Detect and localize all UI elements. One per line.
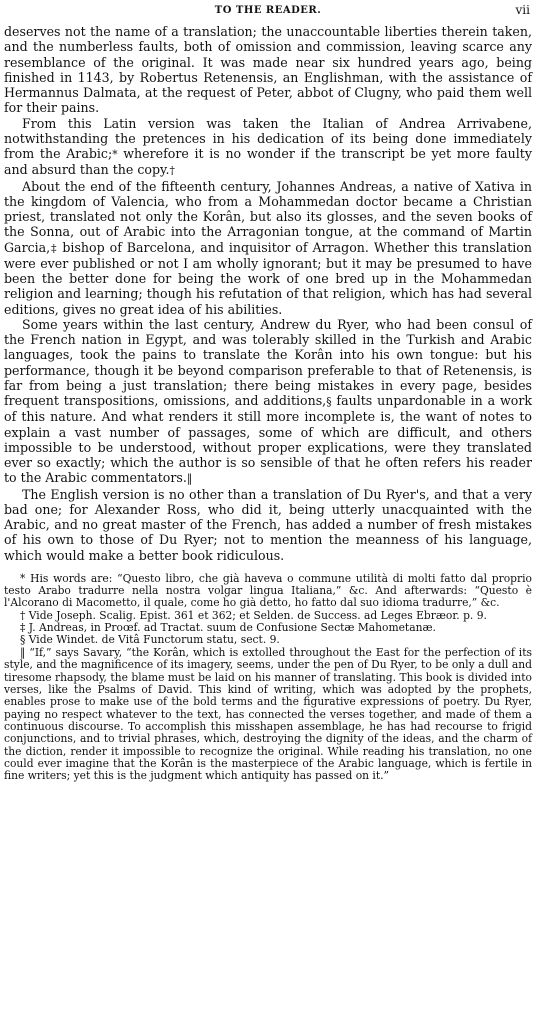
paragraph-johannes-andreas: [4, 179, 532, 317]
page-header: [4, 3, 532, 18]
body-text: [4, 24, 532, 563]
footnote-marker: †: [169, 164, 175, 178]
paragraph-english-version: [4, 487, 532, 563]
paragraph-italian-version: [4, 116, 532, 179]
footnote-marker: ‡: [50, 241, 58, 255]
footnote-marker: *: [112, 148, 118, 161]
paragraph-text: From this Latin version was taken the Italian of Andrea Arrivabene, notwithstanding the pretences in his dedication of its being done immediately from the Arabic;: [4, 115, 532, 161]
page-number: vii: [515, 3, 530, 17]
paragraph-text: About the end of the fifteenth century, Johannes Andreas, a native of Xativa in the kingdom of Valencia, who from a Mohammedan doctor became a Christian priest, translated not only the Korân, but also its glosses, and the seven books of the Sonna, out of Arabic into the Arragonian tongue, at the command of Martin Garcia,: [4, 178, 532, 255]
paragraph-text: wherefore it is no wonder if the transcript be yet more faulty and absurd than the copy.: [4, 146, 532, 178]
paragraph-du-ryer: [4, 317, 532, 487]
paragraph-text: deserves not the name of a translation; the unaccountable liberties therein taken, and the numberless faults, both of omission and commission, leaving scarce any resemblance of the original. It was made near six hundred years ago, being finished in 1143, by Robertus Retenensis, an Englishman, with the assistance of Hermannus Dalmata, at the request of Peter, abbot of Clugny, who paid them well for their pains.: [4, 24, 532, 116]
paragraph-text: bishop of Barcelona, and inquisitor of Arragon. Whether this translation were ever published or not I am wholly ignorant; but it may be presumed to have been the better done for being the work of one bred up in the Mohammedan religion and learning; though his refutation of that religion, which has had several editions, gives no great idea of his abilities.: [4, 239, 533, 317]
footnote: ‖ “If,” says Savary, “the Korân, which is extolled throughout the East for the perfection of its style, and the magnificence of its imagery, seems, under the pen of Du Ryer, to be only a dull and tiresome rhapsody, the blame must be laid on his manner of translating. This book is divided into verses, like the Psalms of David. This kind of writing, which was adopted by the prophets, enables prose to make use of the bold terms and the figurative expressions of poetry. Du Ryer, paying no respect whatever to the text, has connected the verses together, and made of them a continuous discourse. To accomplish this misshapen assemblage, he has had recourse to frigid conjunctions, and to trivial phrases, which, destroying the dignity of the ideas, and the charm of the diction, render it impossible to recognize the original. While reading his translation, no one could ever imagine that the Korân is the masterpiece of the Arabic language, which is fertile in fine writers; yet this is the judgment which antiquity has passed on it.”: [4, 645, 532, 783]
footnote: * His words are: “Questo libro, che già haveva o commune utilità di molti fatto dal proprio testo Arabo tradurre nella nostra volgar lingua Italiana,” &c. And afterwards: “Questo è l'Alcorano di Macometto, il quale, come ho già detto, ho fatto dal suo idioma tradurre,” &c.: [4, 571, 532, 610]
running-head: TO THE READER.: [214, 5, 322, 16]
footnote-marker: §: [326, 395, 332, 408]
footnotes: [4, 573, 532, 783]
paragraph-continued: [4, 24, 532, 116]
paragraph-text: faults unpardonable in a work of this nature. And what renders it still more incomplete is, the want of notes to explain a vast number of passages, some of which are difficult, and others impossible to be understood, without proper explications, were they translated ever so exactly; which the author is so sensible of that he often refers his reader to the Arabic commentators.: [4, 393, 532, 486]
footnote: † Vide Joseph. Scalig. Epist. 361 et 362; et Selden. de Success. ad Leges Ebræor. p. 9.: [20, 608, 487, 622]
paragraph-text: The English version is no other than a translation of Du Ryer's, and that a very bad one; for Alexander Ross, who did it, being utterly unacquainted with the Arabic, and no great master of the French, has added a number of fresh mistakes of his own to those of Du Ryer; not to mention the meanness of his language, which would make a better book ridiculous.: [4, 486, 532, 563]
footnote: ‡ J. Andreas, in Proœf. ad Tractat. suum de Confusione Sectæ Mahometanæ.: [20, 621, 436, 635]
footnote-marker: ‖: [186, 472, 193, 486]
footnote: § Vide Windet. de Vitâ Functorum statu, sect. 9.: [20, 633, 280, 647]
paragraph-text: Some years within the last century, Andrew du Ryer, who had been consul of the French nation in Egypt, and was tolerably skilled in the Turkish and Arabic languages, took the pains to translate the Korân into his own tongue: but his performance, though it be beyond comparison preferable to that of Retenensis, is far from being a just translation; there being mistakes in every page, besides frequent transpositions, omissions, and additions,: [4, 316, 532, 408]
